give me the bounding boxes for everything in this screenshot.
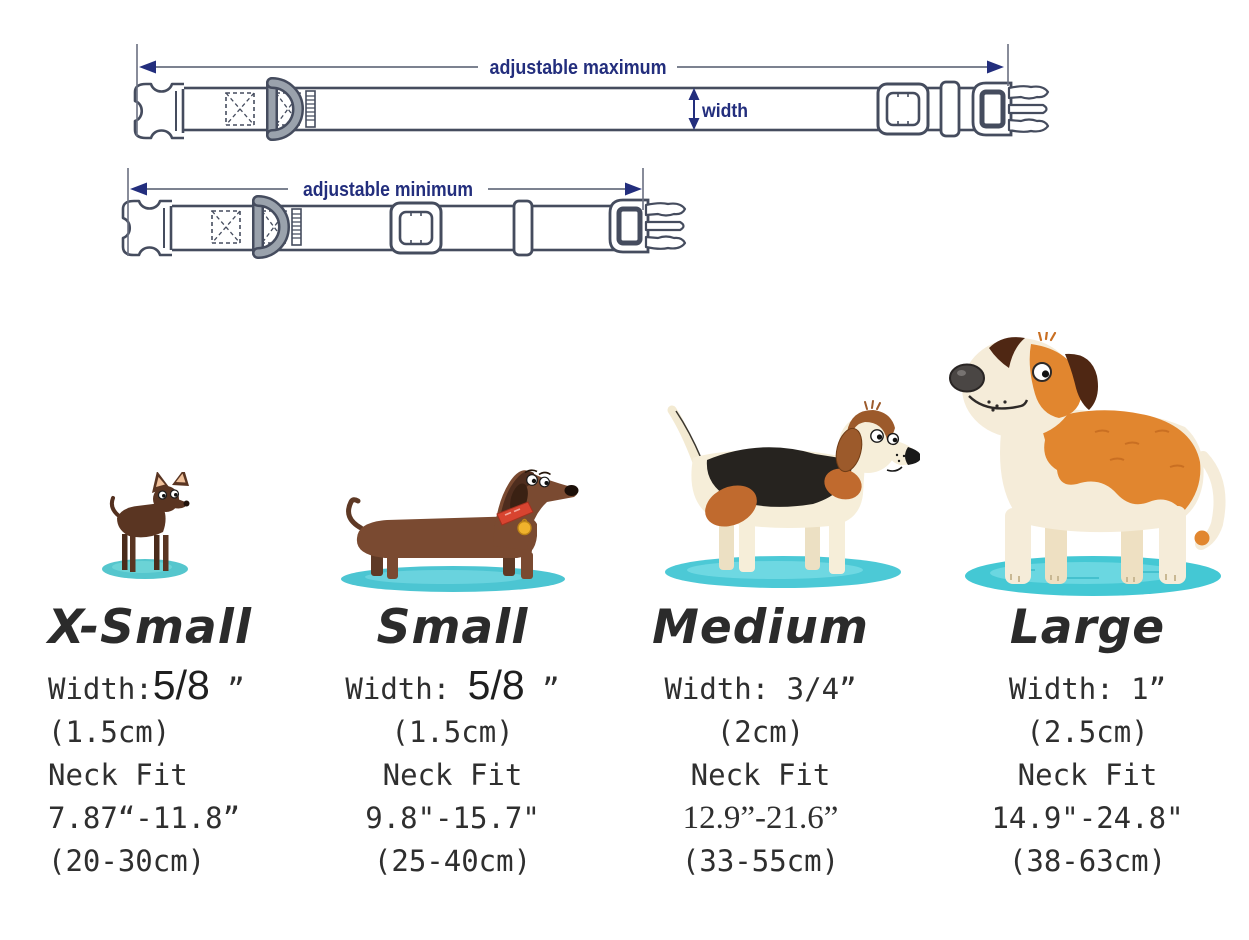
neck-range-metric: (33-55cm) — [681, 844, 840, 878]
tail — [112, 498, 119, 516]
neck-range-metric: (25-40cm) — [373, 844, 532, 878]
large-dog-illustration — [945, 332, 1235, 604]
adjustable-minimum-label: adjustable minimum — [303, 179, 473, 201]
keeper-band — [514, 201, 532, 255]
collar-max-diagram — [135, 44, 1048, 138]
neck-fit-label: Neck Fit — [382, 758, 523, 792]
tail — [672, 410, 697, 462]
beagle-illustration — [655, 400, 920, 595]
neck-range: 12.9”-21.6” — [682, 800, 839, 836]
arrow-left-icon — [139, 61, 156, 74]
size-name: Medium — [652, 600, 869, 655]
neck-range: 7.87“-11.8” — [48, 801, 241, 835]
neck-range-metric: (38-63cm) — [1008, 844, 1167, 878]
width-metric: (2cm) — [716, 715, 805, 749]
size-name: Large — [1009, 600, 1166, 655]
neck-range-metric: (20-30cm) — [48, 844, 206, 878]
size-column-xsmall — [48, 599, 310, 883]
chihuahua-illustration — [95, 472, 200, 582]
width-fraction: 5/8 — [467, 662, 525, 708]
width-spec: Width: 1” — [1008, 672, 1167, 706]
male-buckle — [973, 83, 1048, 135]
male-buckle — [610, 200, 685, 252]
size-name: X-Small — [48, 600, 252, 655]
nose — [184, 501, 190, 507]
width-label: width — [701, 101, 748, 122]
neck-fit-label: Neck Fit — [690, 758, 831, 792]
collar-tag — [518, 522, 531, 535]
collar-min-diagram — [123, 168, 685, 256]
female-buckle — [123, 201, 172, 255]
nose — [950, 365, 984, 392]
mouth — [887, 467, 902, 471]
size-column-small — [310, 599, 595, 883]
arrow-right-icon — [625, 183, 642, 196]
arrow-left-icon — [130, 183, 147, 196]
size-column-large — [945, 599, 1230, 883]
dachshund-illustration — [335, 458, 580, 598]
nose — [905, 447, 920, 465]
neck-range: 14.9"-24.8" — [991, 801, 1184, 835]
neck-fit-label: Neck Fit — [48, 758, 188, 792]
width-metric: (1.5cm) — [391, 715, 514, 749]
keeper-band — [941, 82, 959, 136]
adjustable-maximum-label: adjustable maximum — [489, 57, 667, 79]
width-metric: (1.5cm) — [48, 715, 171, 749]
width-metric: (2.5cm) — [1026, 715, 1149, 749]
female-buckle — [135, 84, 184, 138]
width-fraction: 5/8 — [152, 662, 210, 708]
width-spec: Width: 3/4” — [664, 672, 857, 706]
width-spec: Width:5/8 ” — [48, 662, 245, 708]
width-spec: Width: 5/8 ” — [345, 662, 560, 708]
neck-range: 9.8"-15.7" — [365, 801, 540, 835]
neck-fit-label: Neck Fit — [1017, 758, 1158, 792]
arrow-right-icon — [987, 61, 1004, 74]
tri-glide-slider — [878, 84, 928, 134]
collar-diagram — [0, 0, 1249, 300]
tail — [349, 500, 361, 528]
size-column-medium — [618, 599, 903, 883]
size-name: Small — [376, 600, 529, 655]
nose — [565, 485, 579, 496]
tri-glide-slider — [391, 203, 441, 253]
